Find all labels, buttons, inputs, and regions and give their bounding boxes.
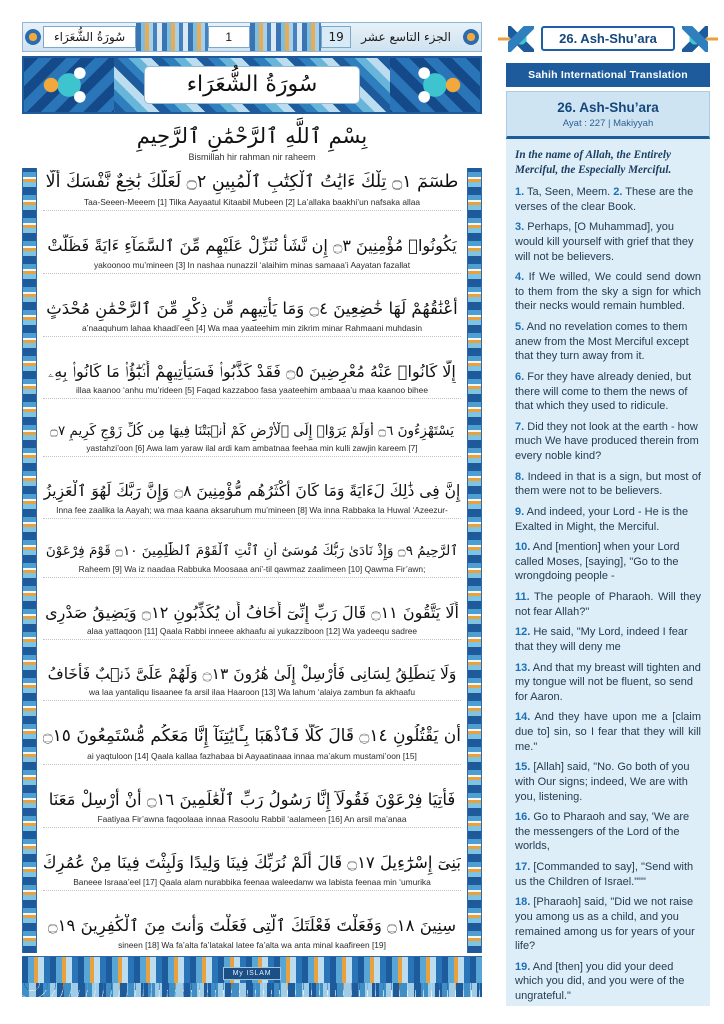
verse-transliteration: a’naaquhum lahaa khaadi’een [4] Wa maa yaateehim min zikrim minar Rahmaani muhdasin	[82, 322, 422, 333]
translation-verse	[515, 540, 701, 584]
verse-number: 17.	[515, 861, 531, 874]
verse-number: 5.	[515, 321, 525, 334]
translation-verse	[515, 220, 701, 264]
verse-arabic: أَلَا يَتَّقُونَ ۝١١ قَالَ رَبِّ إِنِّىٓ أَخَافُ أَن يُكَذِّبُونِ ۝١٢ وَيَضِيقُ صَدْرِى	[45, 602, 459, 622]
basmallah-block	[22, 114, 482, 166]
verse-line	[43, 661, 461, 701]
verse-arabic: أَعْنَٰقُهُمْ لَهَا خَٰضِعِينَ ۝٤ وَمَا يَأْتِيهِم مِّن ذِكْرٍ مِّنَ ٱلرَّحْمَٰنِ مُحْدَثٍ	[46, 298, 458, 318]
translation-verse-list	[515, 185, 701, 1004]
verse-arabic: أَن يَقْتُلُونِ ۝١٤ قَالَ كَلَّا فَٱذْهَبَا بِـَٔايَٰتِنَآ إِنَّا مَعَكُم مُّسْتَمِعُونَ ۝١٥	[43, 726, 461, 747]
mushaf-frame	[22, 22, 482, 990]
translation-verse	[515, 895, 701, 954]
verse-line	[43, 849, 461, 891]
verse-transliteration: Baneee Israaa’eel [17] Qaala alam nurabbika feenaa waleedanw wa labista feenaa min ‘umurika	[73, 876, 431, 887]
verse-line	[43, 540, 461, 578]
surah-title-banner	[22, 56, 482, 114]
verse-text: And [mention] when your Lord called Moses, [saying], "Go to the wrongdoing people -	[515, 541, 680, 583]
verse-arabic: سِنِينَ ۝١٨ وَفَعَلْتَ فَعْلَتَكَ ٱلَّتِى فَعَلْتَ وَأَنتَ مِنَ ٱلْكَٰفِرِينَ ۝١٩	[47, 915, 457, 935]
translation-panel	[500, 0, 724, 1024]
verse-arabic: طسٓمٓ ۝١ تِلْكَ ءَايَٰتُ ٱلْكِتَٰبِ ٱلْمُبِينِ ۝٢ لَعَلَّكَ بَٰخِعٌ نَّفْسَكَ أَلَّا	[45, 172, 459, 192]
basmallah-transliteration: Bismillah hir rahman nir raheem	[188, 152, 316, 162]
footer-ornament	[22, 956, 482, 990]
verse-transliteration: illaa kaanoo ‘anhu mu’rideen [5] Faqad kazzaboo fasa yaateehim ambaaa’u maa kaanoo bihee	[76, 384, 428, 395]
verse-arabic: إِنَّ فِى ذَٰلِكَ لَءَايَةً وَمَا كَانَ أَكْثَرُهُم مُّؤْمِنِينَ ۝٨ وَإِنَّ رَبَّكَ لَهُوَ ٱلْعَزِيزُ	[43, 482, 461, 501]
verses-body	[22, 168, 482, 953]
verse-line	[43, 232, 461, 273]
panel-surah-title: 26. Ash-Shu’ara	[541, 26, 675, 51]
verse-text: [Pharaoh] said, "Did we not raise you among us as a child, and you remained among us for years of your life?	[515, 896, 695, 953]
verse-transliteration: Faatiyaa Fir’awna faqoolaaa innaa Rasoolu Rabbil ‘aalameen [16] An arsil ma’anaa	[97, 813, 407, 824]
translation-verse	[515, 760, 701, 804]
verse-number: 14.	[515, 711, 531, 724]
header-ornament-left	[136, 23, 207, 51]
verse-number: 6.	[515, 370, 525, 383]
translation-verse	[515, 270, 701, 314]
translation-verse	[515, 810, 701, 854]
verse-text: Indeed in that is a sign, but most of them were not to be believers.	[515, 470, 701, 498]
translation-text-body	[506, 139, 710, 1006]
verse-transliteration: Inna fee zaalika la Aayah; wa maa kaana aksaruhum mu’mineen [8] Wa inna Rabbaka la Huwal ‘Azeezur-	[56, 504, 448, 515]
verse-text: Go to Pharaoh and say, 'We are the messengers of the Lord of the worlds,	[515, 811, 690, 853]
verse-arabic: يَكُونُوا۟ مُؤْمِنِينَ ۝٣ إِن نَّشَأْ نُنَزِّلْ عَلَيْهِم مِّنَ ٱلسَّمَآءِ ءَايَةً فَظَلَّتْ	[47, 236, 457, 256]
verse-text: Perhaps, [O Muhammad], you would kill yourself with grief that they will not be believers.	[515, 221, 694, 263]
translation-verse	[515, 960, 701, 1004]
verse-number: 15.	[515, 761, 531, 774]
verse-line	[43, 295, 461, 337]
verse-text: And that my breast will tighten and my tongue will not be fluent, so send for Aaron.	[515, 661, 701, 703]
verse-number: 13.	[515, 661, 531, 674]
translation-verse	[515, 420, 701, 464]
running-header	[22, 22, 482, 52]
header-juz-name: الجزء التاسع عشر	[361, 30, 451, 44]
translation-verse	[515, 710, 701, 754]
verse-number: 19.	[515, 960, 531, 973]
verse-text: For they have already denied, but there will come to them the news of that which they used to ridicule.	[515, 370, 692, 413]
surah-title-arabic: سُورَةُ الشُّعَرَاء	[186, 71, 318, 97]
verse-transliteration: ai yaqtuloon [14] Qaala kallaa fazhabaa bi Aayaatinaaa innaa ma’akum mustami’oon [15]	[87, 750, 417, 761]
verse-transliteration: alaa yattaqoon [11] Qaala Rabbi inneee akhaafu ai yukazziboon [12] Wa yadeequ sadree	[86, 625, 418, 636]
verse-arabic: إِلَّا كَانُوا۟ عَنْهُ مُعْرِضِينَ ۝٥ فَقَدْ كَذَّبُوا۟ فَسَيَأْتِيهِمْ أَنۢبَٰٓؤُا۟ مَا كَانُوا۟ بِهِۦ	[48, 361, 456, 381]
verse-line-list	[37, 168, 467, 953]
rosette-icon	[463, 29, 479, 45]
translation-source-bar: Sahih International Translation	[506, 63, 710, 87]
verse-text: Ta, Seen, Meem.	[524, 186, 614, 199]
verse-number: 2.	[613, 186, 623, 199]
verse-number: 16.	[515, 811, 531, 824]
verse-line	[43, 478, 461, 518]
verse-line	[43, 168, 461, 211]
panel-header	[506, 22, 710, 55]
basmallah-arabic: بِسْمِ ٱللَّهِ ٱلرَّحْمَٰنِ ٱلرَّحِيمِ	[136, 124, 368, 148]
verse-text: These are the verses of the clear Book.	[515, 186, 694, 213]
verse-transliteration: yakoonoo mu’mineen [3] In nashaa nunazzil ‘alaihim minas samaaa’i Aayatan fazallat	[93, 259, 411, 270]
verse-transliteration: Taa-Seeen-Meeem [1] Tilka Aayaatul Kitaabil Mubeen [2] La’allaka baakhi’un nafsaka allaa	[83, 197, 421, 208]
verse-text: If We willed, We could send down to them from the sky a sign for which their necks would remain humbled.	[515, 271, 701, 313]
brand-badge: My ISLAM	[223, 967, 282, 980]
verse-number: 9.	[515, 505, 525, 518]
translation-verse	[515, 505, 701, 534]
verse-text: He said, "My Lord, indeed I fear that they will deny me	[515, 626, 688, 653]
verse-number: 4.	[515, 271, 525, 284]
verse-number: 11.	[515, 591, 530, 604]
verse-number: 7.	[515, 420, 525, 433]
translation-verse	[515, 320, 701, 364]
surah-info-title: 26. Ash-Shu’ara	[557, 100, 659, 116]
verse-text: [Commanded to say], "Send with us the Children of Israel."""	[515, 861, 694, 888]
verse-text: [Allah] said, "No. Go both of you with Our signs; indeed, We are with you, listening.	[515, 761, 690, 803]
verse-arabic: يَسْتَهْزِءُونَ ۝٦ أَوَلَمْ يَرَوْا۟ إِلَى ٱلْأَرْضِ كَمْ أَنۢبَتْنَا فِيهَا مِن كُلِّ زَوْجٍ كَرِيمٍ ۝٧	[50, 422, 454, 439]
surah-info-meta: Ayat : 227 | Makiyyah	[562, 118, 654, 130]
verse-line	[43, 722, 461, 765]
translation-bismallah: In the name of Allah, the Entirely Merciful, the Especially Merciful.	[515, 149, 672, 177]
surah-info-card	[506, 91, 710, 139]
verse-transliteration: wa laa yantaliqu lisaanee fa arsil ilaa Haaroon [13] Wa lahum ‘alaiya zambun fa akhaafu	[88, 687, 416, 698]
verse-line	[43, 599, 461, 640]
verse-line	[43, 420, 461, 458]
verse-transliteration: Raheem [9] Wa iz naadaa Rabbuka Moosaaa ani’-til qawmaz zaalimeen [10] Qawma Fir’awn;	[78, 563, 426, 574]
ornament-wing-left-icon	[508, 26, 534, 52]
header-page-number: 1	[208, 26, 250, 48]
header-surah-name: سُورَةُ الشُّعَرَاء	[43, 26, 136, 48]
verse-line	[43, 358, 461, 399]
surah-title-plate	[144, 66, 361, 105]
verse-text: The people of Pharaoh. Will they not fear Allah?"	[515, 591, 701, 618]
verse-number: 10.	[515, 541, 531, 554]
verse-arabic: فَأْتِيَا فِرْعَوْنَ فَقُولَآ إِنَّا رَسُولُ رَبِّ ٱلْعَٰلَمِينَ ۝١٦ أَنْ أَرْسِلْ مَعَنَا	[48, 790, 456, 810]
translation-verse	[515, 860, 701, 889]
translation-verse	[515, 590, 701, 619]
verse-transliteration: sineen [18] Wa fa’alta fa’latakal latee fa’alta wa anta minal kaafireen [19]	[118, 939, 386, 950]
rosette-icon	[25, 29, 41, 45]
header-ornament-right	[250, 23, 321, 51]
verse-text: And no revelation comes to them anew from the Most Merciful except that they turn away from it.	[515, 321, 689, 363]
verse-number: 8.	[515, 470, 525, 483]
verse-arabic: ٱلرَّحِيمُ ۝٩ وَإِذْ نَادَىٰ رَبُّكَ مُوسَىٰٓ أَنِ ٱئْتِ ٱلْقَوْمَ ٱلظَّٰلِمِينَ ۝١٠ قَوْمَ فِرْعَوْنَ	[45, 542, 459, 559]
verse-text: Did they not look at the earth - how much We have produced therein from every noble kind?	[515, 420, 699, 463]
ornament-wing-right-icon	[682, 26, 708, 52]
verse-arabic: وَلَا يَنطَلِقُ لِسَانِى فَأَرْسِلْ إِلَىٰ هَٰرُونَ ۝١٣ وَلَهُمْ عَلَىَّ ذَنۢبٌ فَأَخَافُ	[47, 664, 457, 683]
verse-text: And indeed, your Lord - He is the Exalted in Might, the Merciful.	[515, 505, 689, 533]
translation-verse	[515, 185, 701, 214]
translation-verse	[515, 661, 701, 705]
verse-line	[43, 912, 461, 953]
verse-number: 3.	[515, 221, 525, 234]
verse-transliteration: yastahzi’oon [6] Awa lam yaraw ilal ardi kam ambatnaa feehaa min kulli zawjin kareem [7]	[86, 443, 418, 454]
verse-number: 12.	[515, 626, 531, 639]
translation-verse	[515, 370, 701, 414]
border-ornament-left	[22, 168, 37, 953]
translation-verse	[515, 625, 701, 654]
translation-verse	[515, 470, 701, 499]
verse-line	[43, 786, 461, 828]
border-ornament-right	[467, 168, 482, 953]
verse-number: 1.	[515, 186, 525, 199]
verse-text: And they have upon me a [claim due to] sin, so I fear that they will kill me."	[515, 711, 701, 753]
header-juz-number: 19	[321, 26, 351, 48]
verse-text: And [then] you did your deed which you did, and you were of the ungrateful."	[515, 960, 685, 1003]
verse-number: 18.	[515, 896, 531, 909]
verse-arabic: بَنِىٓ إِسْرَٰٓءِيلَ ۝١٧ قَالَ أَلَمْ نُرَبِّكَ فِينَا وَلِيدًا وَلَبِثْتَ فِينَا مِنْ عُمُرِكَ	[43, 853, 461, 872]
